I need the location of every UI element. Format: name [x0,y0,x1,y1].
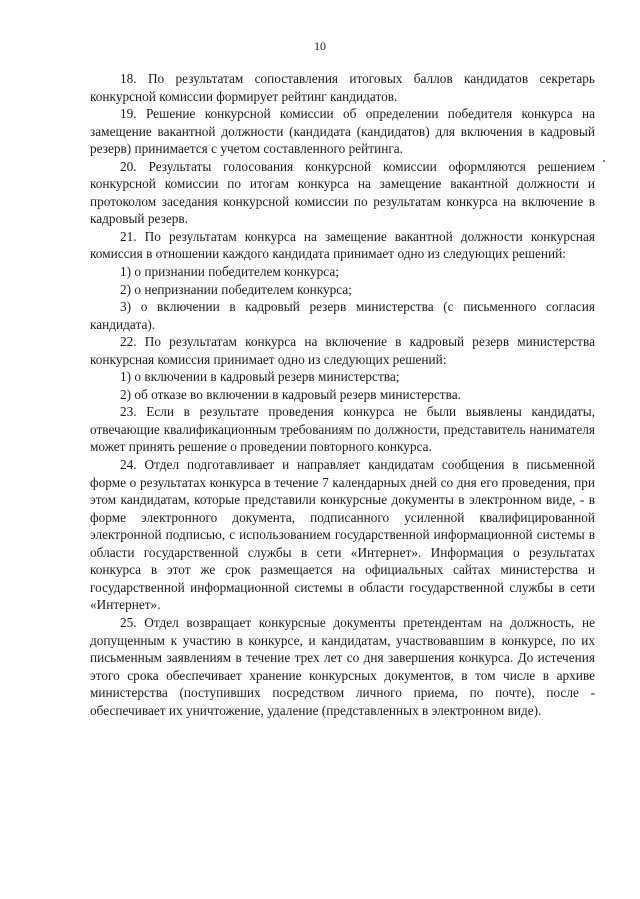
paragraph-21-item-1: 1) о признании победителем конкурса; [120,264,339,280]
paragraph-22: 22. По результатам конкурса на включение в кадровый резерв министерства конкурсная комиссия принимает одно из следующих решений: [90,334,595,367]
paragraph-22-item-2: 2) об отказе во включении в кадровый резерв министерства. [120,386,461,402]
paragraph-20: 20. Результаты голосования конкурсной комиссии оформляются решением конкурсной комиссии по итогам конкурса на замещение вакантной должности и протоколом заседания конкурсной комиссии по результатам конкурса на включение в кадровый резерв. [90,158,595,227]
page-number: 10 [314,39,326,53]
paragraph-23: 23. Если в результате проведения конкурса не были выявлены кандидаты, отвечающие квалификационным требованиям по должности, представитель нанимателя может принять решение о проведении повторного конкурса. [90,404,595,455]
paragraph-21-item-3: 3) о включении в кадровый резерв министерства (с письменного согласия кандидата). [90,299,595,332]
document-body [90,70,595,719]
paragraph-25: 25. Отдел возвращает конкурсные документы претендентам на должность, не допущенным к участию в конкурсе, и кандидатам, участвовавшим в конкурсе, по их письменным заявлениям в течение трех лет со дня завершения конкурса. До истечения этого срока обеспечивает хранение конкурсных документов, в том числе в архиве министерства (поступивших посредством личного приема, по почте), после - обеспечивает их уничтожение, удаление (представленных в электронном виде). [90,614,595,718]
scan-speck [603,160,605,162]
paragraph-22-item-1: 1) о включении в кадровый резерв министерства; [120,369,400,385]
paragraph-18: 18. По результатам сопоставления итоговых баллов кандидатов секретарь конкурсной комиссии формирует рейтинг кандидатов. [90,71,595,104]
paragraph-24: 24. Отдел подготавливает и направляет кандидатам сообщения в письменной форме о результатах конкурса в течение 7 календарных дней со дня его проведения, при этом кандидатам, которые представили конкурсные документы в электронном виде, - в форме электронного документа, подписанного усиленной квалифицированной электронной подписью, с использованием государственной информационной системы в области государственной службы в сети «Интернет». Информация о результатах конкурса в этот же срок размещается на официальных сайтах министерства и государственной информационной системы в области государственной службы в сети «Интернет». [90,457,595,613]
paragraph-21-item-2: 2) о непризнании победителем конкурса; [120,281,352,297]
paragraph-19: 19. Решение конкурсной комиссии об определении победителя конкурса на замещение вакантной должности (кандидата (кандидатов) для включения в кадровый резерв) принимается с учетом составленного рейтинга. [90,106,595,157]
paragraph-21: 21. По результатам конкурса на замещение вакантной должности конкурсная комиссия в отношении каждого кандидата принимает одно из следующих решений: [90,228,595,262]
